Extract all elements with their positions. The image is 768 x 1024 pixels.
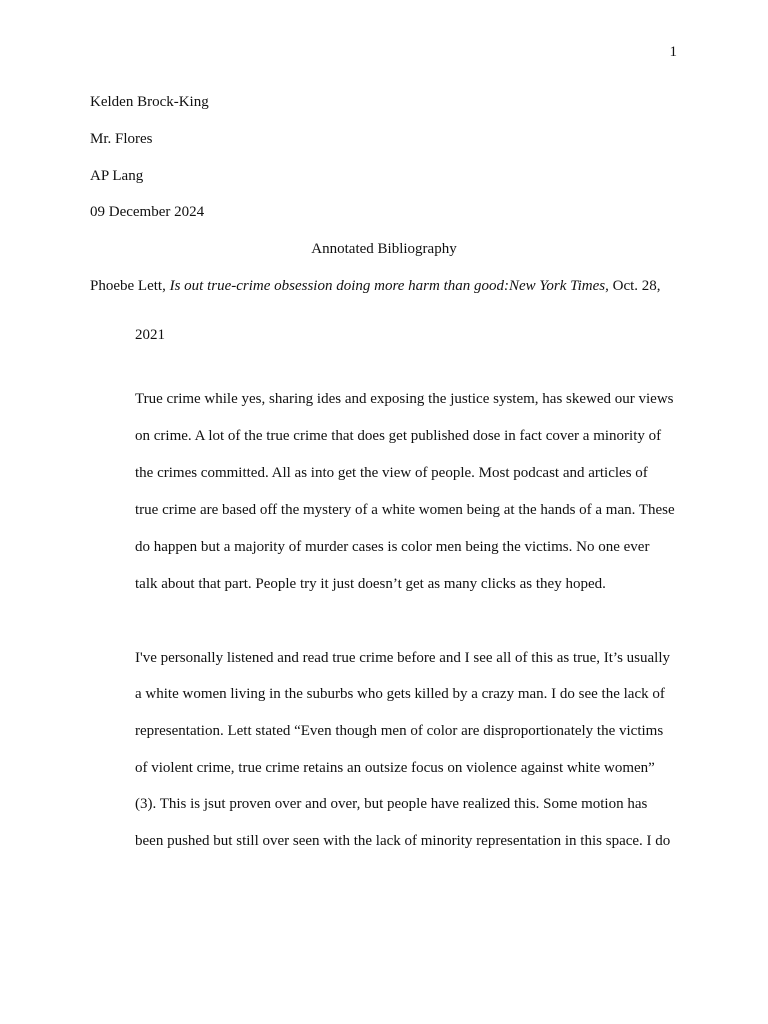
page-title: Annotated Bibliography bbox=[311, 241, 457, 257]
paragraph-line: True crime while yes, sharing ides and exposing the justice system, has skewed our views bbox=[135, 391, 674, 407]
citation-year: 2021 bbox=[135, 327, 165, 343]
citation-author: Phoebe Lett, bbox=[90, 278, 170, 294]
paragraph-line: of violent crime, true crime retains an outsize focus on violence against white women” bbox=[135, 760, 655, 776]
paragraph-line: (3). This is jsut proven over and over, but people have realized this. Some motion has bbox=[135, 796, 648, 812]
citation-line-1 bbox=[90, 278, 661, 295]
course-name: AP Lang bbox=[90, 168, 144, 184]
paragraph-line: I've personally listened and read true crime before and I see all of this as true, It’s usually bbox=[135, 650, 671, 666]
page-number: 1 bbox=[669, 44, 677, 60]
paragraph-line: do happen but a majority of murder cases is color men being the victims. No one ever bbox=[135, 539, 650, 555]
paragraph-line: been pushed but still over seen with the lack of minority representation in this space. I do bbox=[135, 833, 671, 849]
citation-article-title: Is out true-crime obsession doing more harm than good: bbox=[169, 278, 509, 294]
paragraph-line: representation. Lett stated “Even though men of color are disproportionately the victims bbox=[135, 723, 664, 739]
student-name: Kelden Brock-King bbox=[90, 94, 209, 110]
paragraph-line: talk about that part. People try it just doesn’t get as many clicks as they hoped. bbox=[135, 576, 606, 592]
paragraph-line: true crime are based off the mystery of a white women being at the hands of a man. These bbox=[135, 502, 675, 518]
paragraph-line: on crime. A lot of the true crime that does get published dose in fact cover a minority of bbox=[135, 428, 662, 444]
date: 09 December 2024 bbox=[90, 204, 205, 220]
paragraph-line: the crimes committed. All as into get the view of people. Most podcast and articles of bbox=[135, 465, 648, 481]
citation-publication: New York Times bbox=[509, 278, 606, 294]
teacher-name: Mr. Flores bbox=[90, 131, 153, 147]
citation-date: , Oct. 28, bbox=[605, 278, 661, 294]
paragraph-line: a white women living in the suburbs who gets killed by a crazy man. I do see the lack of bbox=[135, 686, 665, 702]
